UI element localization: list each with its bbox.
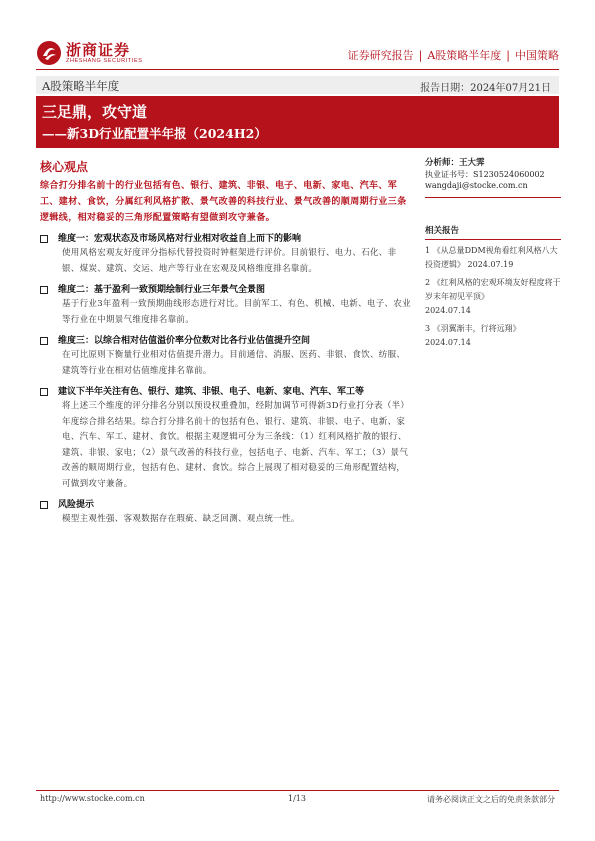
section-body: 使用风格宏观友好度评分指标代替投资时钟框架进行评价。目前银行、电力、石化、非银、煤炭、建筑、交运、地产等行业在宏观及风格维度排名靠前。 (62, 248, 397, 274)
section-dimension-2 (40, 283, 412, 328)
report-subtitle: ——新3D行业配置半年报（2024H2） (42, 126, 267, 141)
section-dimension-1 (40, 232, 412, 277)
summary-paragraph: 综合打分排名前十的行业包括有色、银行、建筑、非银、电子、电新、家电、汽车、军工、建材、食饮，分属红利风格扩散、景气改善的科技行业、景气改善的顺周期行业三条逻辑线，相对稳妥的三角形配置策略有望做到攻守兼备。 (40, 181, 407, 223)
footer-url[interactable]: http://www.stocke.com.cn (40, 794, 145, 803)
section-heading: 维度一：宏观状态及市场风格对行业相对收益自上而下的影响 (58, 234, 302, 244)
related-item[interactable]: 1 《从总量DDM视角看红利风格八大投资逻辑》 2024.07.19 (425, 246, 558, 269)
title-banner (36, 96, 559, 148)
brand-name-cn: 浙商证券 (66, 41, 131, 59)
top-nav: 证券研究报告 | A股策略半年度 | 中国策略 (347, 49, 559, 62)
core-heading: 核心观点 (40, 160, 89, 174)
checkbox-bullet-icon (40, 501, 48, 509)
header-divider (36, 69, 559, 70)
section-heading: 风险提示 (58, 500, 95, 510)
analyst-email[interactable]: wangdaji@stocke.com.cn (425, 181, 528, 190)
section-heading: 建议下半年关注有色、银行、建筑、非银、电子、电新、家电、汽车、军工等 (58, 387, 365, 397)
checkbox-bullet-icon (40, 235, 48, 243)
analyst-divider (425, 197, 561, 198)
checkbox-bullet-icon (40, 388, 48, 396)
section-body: 基于行业3年盈利一致预期曲线形态进行对比。目前军工、有色、机械、电新、电子、农业等行业在中期景气维度排名靠前。 (62, 299, 411, 325)
section-body: 将上述三个维度的评分排名分别以预设权重叠加，经附加调节可得新3D行业打分表（半）年度综合排名结果。综合打分排名前十的包括有色、银行、建筑、非银、电子、电新、家电、汽车、军工、建材、食饮。根据主观逻辑可分为三条线：（1）红利风格扩散的银行、建筑、非银、家电；（2）景气改善的科技行业，包括电子、电新、汽车、军工；（3）景气改善的顺周期行业，包括有色、建材、食饮。综合上展现了相对稳妥的三角形配置结构，可做到攻守兼备。 (62, 401, 410, 489)
brand-logo (36, 40, 143, 66)
related-item[interactable]: 3 《羽翼渐丰，行将远翔》 (425, 324, 521, 333)
nav-item-china: 中国策略 (515, 49, 559, 62)
footer-disclaimer: 请务必阅读正文之后的免责条款部分 (427, 795, 555, 804)
section-body: 在可比原则下衡量行业相对估值提升潜力。目前通信、消服、医药、非银、食饮、纺服、建筑等行业在相对估值维度排名靠前。 (62, 350, 406, 376)
logo-emblem-icon (36, 40, 62, 66)
analyst-panel (425, 158, 561, 350)
related-item-date: 2024.07.14 (425, 338, 471, 347)
related-item[interactable]: 2 《红利风格的宏观环境友好程度将于岁末年初见平顶》 (425, 278, 561, 301)
nav-item-research: 证券研究报告 (347, 49, 414, 62)
checkbox-bullet-icon (40, 337, 48, 345)
section-dimension-3 (40, 334, 412, 379)
section-heading: 维度三：以综合相对估值溢价率分位数对比各行业估值提升空间 (58, 336, 311, 346)
category-label: A股策略半年度 (42, 79, 120, 93)
analyst-cert: 执业证书号：S1230524060002 (425, 170, 545, 179)
footer-divider (36, 790, 559, 791)
section-recommendation (40, 385, 412, 492)
related-divider (425, 239, 561, 240)
report-date: 报告日期：2024年07月21日 (420, 83, 551, 94)
analyst-name: 分析师：王大霁 (425, 158, 485, 168)
section-heading: 维度二：基于盈利一致预期绘制行业三年景气全景图 (58, 285, 266, 295)
section-body: 模型主观性强、客观数据存在瑕疵、缺乏回测、观点统一性。 (62, 514, 300, 524)
category-bar (36, 76, 559, 94)
related-title: 相关报告 (425, 226, 460, 236)
nav-item-strategy: A股策略半年度 (427, 49, 502, 62)
checkbox-bullet-icon (40, 286, 48, 294)
footer-page-number: 1/13 (288, 794, 306, 803)
main-content (40, 178, 412, 528)
report-title: 三足鼎，攻守道 (42, 103, 148, 121)
section-risk (40, 498, 412, 528)
brand-name-en: ZHESHANG SECURITIES (66, 58, 143, 64)
related-item-date: 2024.07.14 (425, 306, 471, 315)
